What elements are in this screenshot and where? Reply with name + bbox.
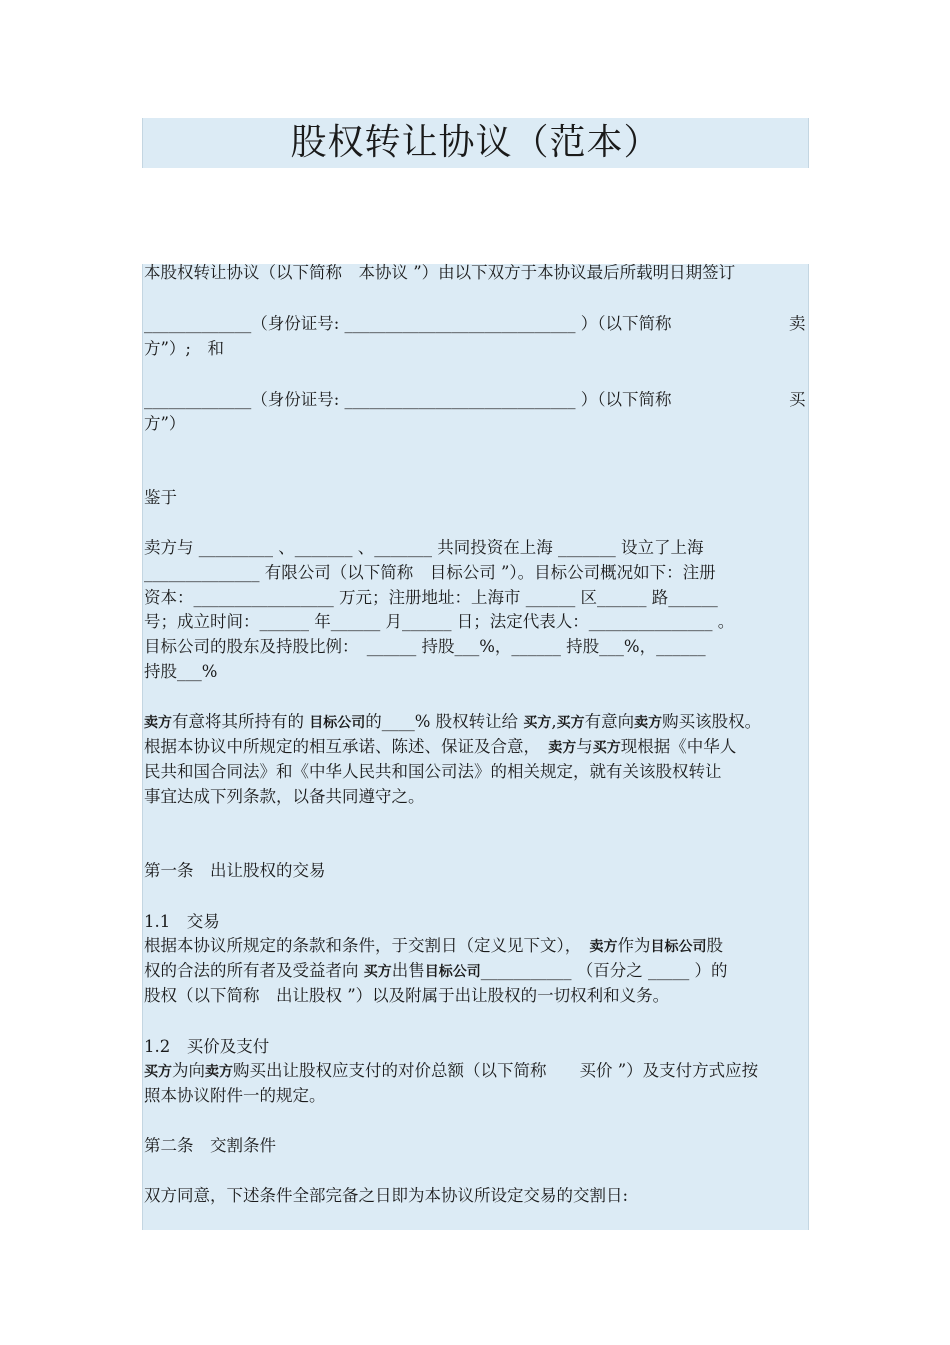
recital-line-3: 资本：_________________ 万元；注册地址：上海市 ______ 区______ 路______ bbox=[144, 588, 718, 607]
intent-line-4: 事宜达成下列条款，以备共同遵守之。 bbox=[144, 787, 425, 806]
seller-line: _____________（身份证号: ____________________________ ）（以下简称 bbox=[144, 314, 672, 333]
intent-line-3: 民共和国合同法》和《中华人民共和国公司法》的相关规定，就有关该股权转让 bbox=[144, 762, 722, 781]
article-2-heading: 第二条 交割条件 bbox=[144, 1136, 276, 1155]
recital-line-2: ______________ 有限公司（以下简称 目标公司 ”）。目标公司概况如下：注册 bbox=[144, 563, 716, 582]
section-1-1-heading: 1.1 交易 bbox=[144, 912, 220, 931]
buyer-line: _____________（身份证号: ____________________________ ）（以下简称 bbox=[144, 390, 672, 409]
intent-line-2: 根据本协议中所规定的相互承诺、陈述、保证及合意， 卖方与买方现根据《中华人 bbox=[144, 737, 737, 756]
article-2-line-1: 双方同意，下述条件全部完备之日即为本协议所设定交易的交割日: bbox=[144, 1186, 629, 1205]
seller-line-2: 方”）; 和 bbox=[144, 339, 224, 358]
recital-line-5: 目标公司的股东及持股比例： ______ 持股___%，______ 持股___%，______ bbox=[144, 637, 706, 656]
buyer-line-2: 方”） bbox=[144, 414, 186, 433]
title-band bbox=[142, 118, 809, 168]
recital-line-1: 卖方与 _________ 、_______ 、_______ 共同投资在上海 _______ 设立了上海 bbox=[144, 538, 704, 557]
recital-line-6: 持股___% bbox=[144, 662, 218, 681]
section-1-1-line-2: 权的合法的所有者及受益者向 买方出售目标公司___________ （百分之 _____ ）的 bbox=[144, 961, 728, 980]
seller-line-end: 卖 bbox=[789, 314, 806, 333]
buyer-line-end: 买 bbox=[789, 390, 806, 409]
document-title: 股权转让协议（范本） bbox=[290, 122, 661, 163]
section-1-2-heading: 1.2 买价及支付 bbox=[144, 1037, 270, 1056]
section-1-2-line-2: 照本协议附件一的规定。 bbox=[144, 1086, 326, 1105]
section-1-1-line-1: 根据本协议所规定的条款和条件，于交割日（定义见下文）， 卖方作为目标公司股 bbox=[144, 936, 723, 955]
intent-line-1: 卖方有意将其所持有的 目标公司的____% 股权转让给 买方,买方有意向卖方购买该股权。 bbox=[144, 712, 762, 731]
section-1-2-line-1: 买方为向卖方购买出让股权应支付的对价总额（以下简称 买价 ”）及支付方式应按 bbox=[144, 1061, 759, 1080]
section-1-1-line-3: 股权（以下简称 出让股权 ”）以及附属于出让股权的一切权利和义务。 bbox=[144, 986, 670, 1005]
article-1-heading: 第一条 出让股权的交易 bbox=[144, 861, 326, 880]
intro-line: 本股权转让协议（以下简称 本协议 ”）由以下双方于本协议最后所载明日期签订 bbox=[144, 263, 736, 282]
whereas-heading: 鉴于 bbox=[144, 488, 177, 507]
recital-line-4: 号；成立时间：______ 年______ 月______ 日；法定代表人：_______________ 。 bbox=[144, 612, 735, 631]
